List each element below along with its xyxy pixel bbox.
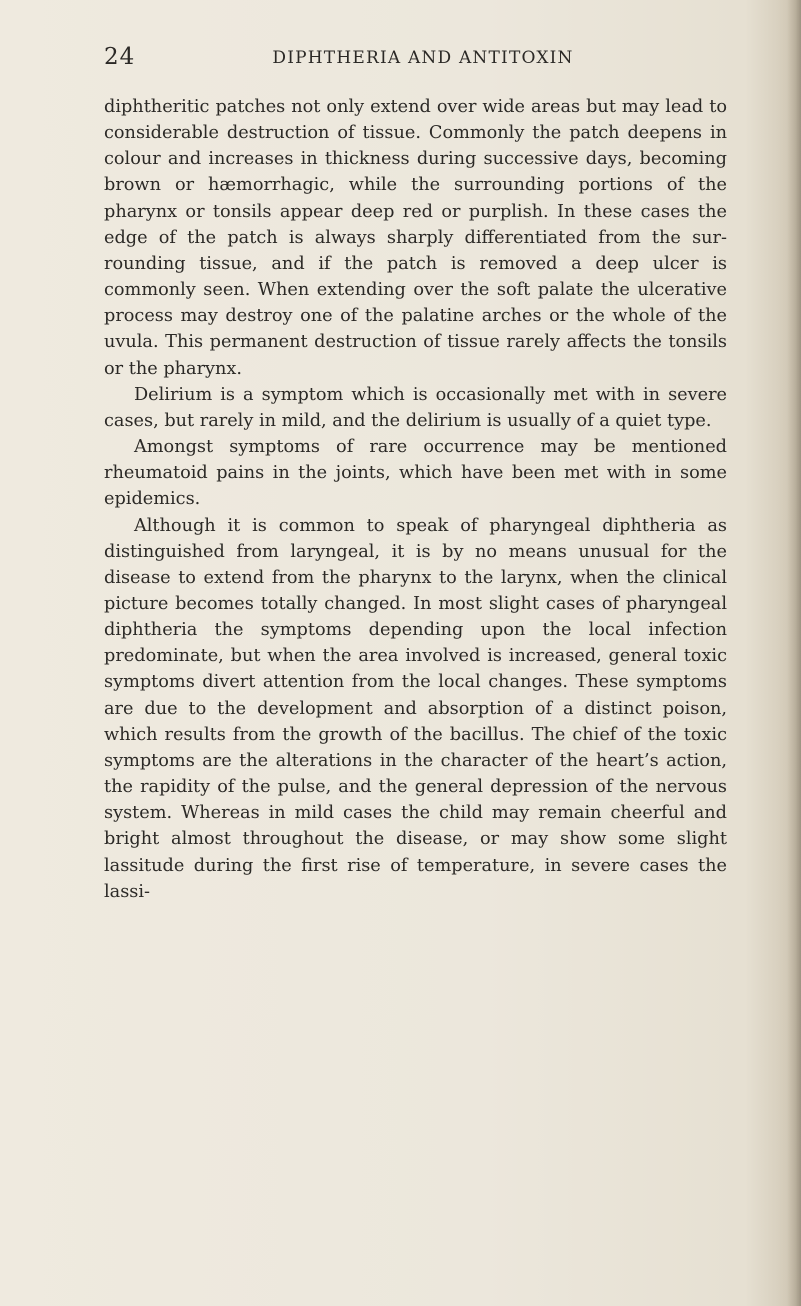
paragraph-delirium: Delirium is a symptom which is occasionally met with in severe cases, but rarely in mild, and the delirium is usually of a quiet type. [104, 384, 727, 431]
paragraph-rare-symptoms: Amongst symptoms of rare occurrence may be mentioned rheumatoid pains in the joints, which have been met with in some epidemics. [104, 437, 727, 510]
running-head [104, 44, 724, 80]
paragraph-continuation: diphtheritic patches not only extend over wide areas but may lead to considerable destruction of tissue. Commonly the patch deepens in colour and increases in thickness during successive days, becoming brown or hæmorrhagic, while the surrounding portions of the pharynx or tonsils appear deep red or purplish. In these cases the edge of the patch is always sharply differentiated from the surrounding tissue, and if the patch is removed a deep ulcer is commonly seen. When extending over the soft palate the ulcerative process may destroy one of the palatine arches or the whole of the uvula. This permanent destruction of tissue rarely affects the tonsils or the pharynx. [104, 97, 727, 379]
page-edge-shadow [787, 0, 801, 1306]
page-number: 24 [104, 44, 136, 70]
body-text [104, 94, 727, 905]
running-title: DIPHTHERIA AND ANTITOXIN [272, 48, 574, 68]
paragraph-laryngeal-extension: Although it is common to speak of pharyngeal diphtheria as distinguished from laryngeal, it is by no means unusual for the disease to extend from the pharynx to the larynx, when the clinical picture becomes totally changed. In most slight cases of pharyngeal diphtheria the symptoms depending upon the local infection predominate, but when the area involved is increased, general toxic symptoms divert attention from the local changes. These symptoms are due to the development and absorption of a distinct poison, which results from the growth of the bacillus. The chief of the toxic symptoms are the alterations in the character of the heart’s action, the rapidity of the pulse, and the general depression of the nervous system. Whereas in mild cases the child may remain cheerful and bright almost throughout the disease, or may show some slight lassitude during the first rise of temperature, in severe cases the lassi- [104, 515, 727, 902]
